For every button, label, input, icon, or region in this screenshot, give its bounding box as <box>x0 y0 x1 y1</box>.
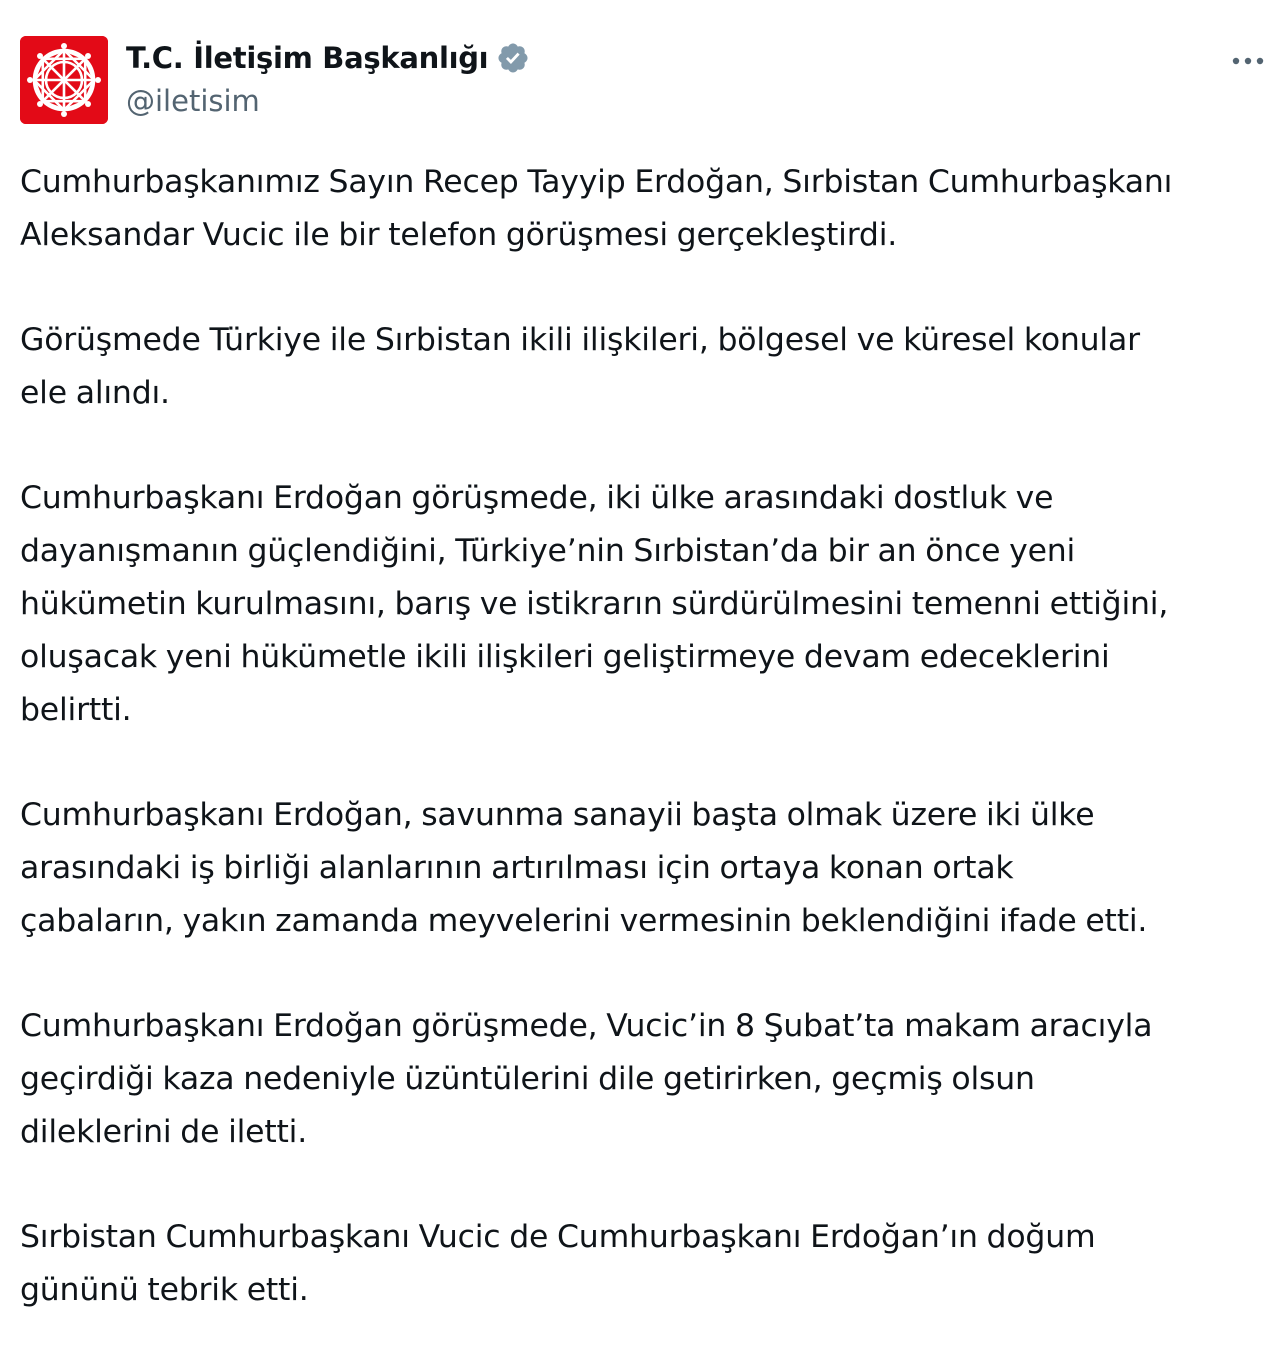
avatar[interactable] <box>20 36 108 124</box>
text-line: ele alındı. <box>20 375 170 411</box>
display-name-row <box>126 36 530 80</box>
text-line: Cumhurbaşkanımız Sayın Recep Tayyip Erdoğan, Sırbistan Cumhurbaşkanı <box>20 164 1173 200</box>
text-line: arasındaki iş birliği alanlarının artırılması için ortaya konan ortak <box>20 850 1014 886</box>
text-line: Görüşmede Türkiye ile Sırbistan ikili ilişkileri, bölgesel ve küresel konular <box>20 322 1140 358</box>
iletisim-logo-icon <box>20 36 108 124</box>
text-line: dileklerini de iletti. <box>20 1114 308 1150</box>
post-header <box>20 36 1268 126</box>
text-line: Cumhurbaşkanı Erdoğan görüşmede, iki ülke arasındaki dostluk ve <box>20 480 1054 516</box>
text-line: Cumhurbaşkanı Erdoğan görüşmede, Vucic’in 8 Şubat’ta makam aracıyla <box>20 1008 1153 1044</box>
text-line: geçirdiği kaza nedeniyle üzüntülerini dile getirirken, geçmiş olsun <box>20 1061 1035 1097</box>
text-line: oluşacak yeni hükümetle ikili ilişkileri geliştirmeye devam edeceklerini <box>20 639 1110 675</box>
account-handle[interactable]: @iletisim <box>126 84 260 118</box>
post-paragraph <box>20 789 1270 948</box>
post-paragraph <box>20 156 1270 262</box>
more-options-icon[interactable] <box>1228 46 1268 76</box>
text-line: gününü tebrik etti. <box>20 1272 309 1308</box>
text-line: belirtti. <box>20 692 132 728</box>
account-info <box>126 36 530 118</box>
text-line: çabaların, yakın zamanda meyvelerini vermesinin beklendiğini ifade etti. <box>20 903 1148 939</box>
text-line: dayanışmanın güçlendiğini, Türkiye’nin Sırbistan’da bir an önce yeni <box>20 533 1076 569</box>
display-name[interactable]: T.C. İletişim Başkanlığı <box>126 41 489 75</box>
post-text <box>20 156 1270 1369</box>
text-line: Cumhurbaşkanı Erdoğan, savunma sanayii başta olmak üzere iki ülke <box>20 797 1095 833</box>
post-paragraph <box>20 1000 1270 1159</box>
post-paragraph <box>20 472 1270 737</box>
text-line: Sırbistan Cumhurbaşkanı Vucic de Cumhurbaşkanı Erdoğan’ın doğum <box>20 1219 1096 1255</box>
post-paragraph <box>20 1211 1270 1317</box>
post-paragraph <box>20 314 1270 420</box>
verified-badge-icon[interactable] <box>496 41 530 75</box>
text-line: hükümetin kurulmasını, barış ve istikrarın sürdürülmesini temenni ettiğini, <box>20 586 1169 622</box>
text-line: Aleksandar Vucic ile bir telefon görüşmesi gerçekleştirdi. <box>20 217 898 253</box>
